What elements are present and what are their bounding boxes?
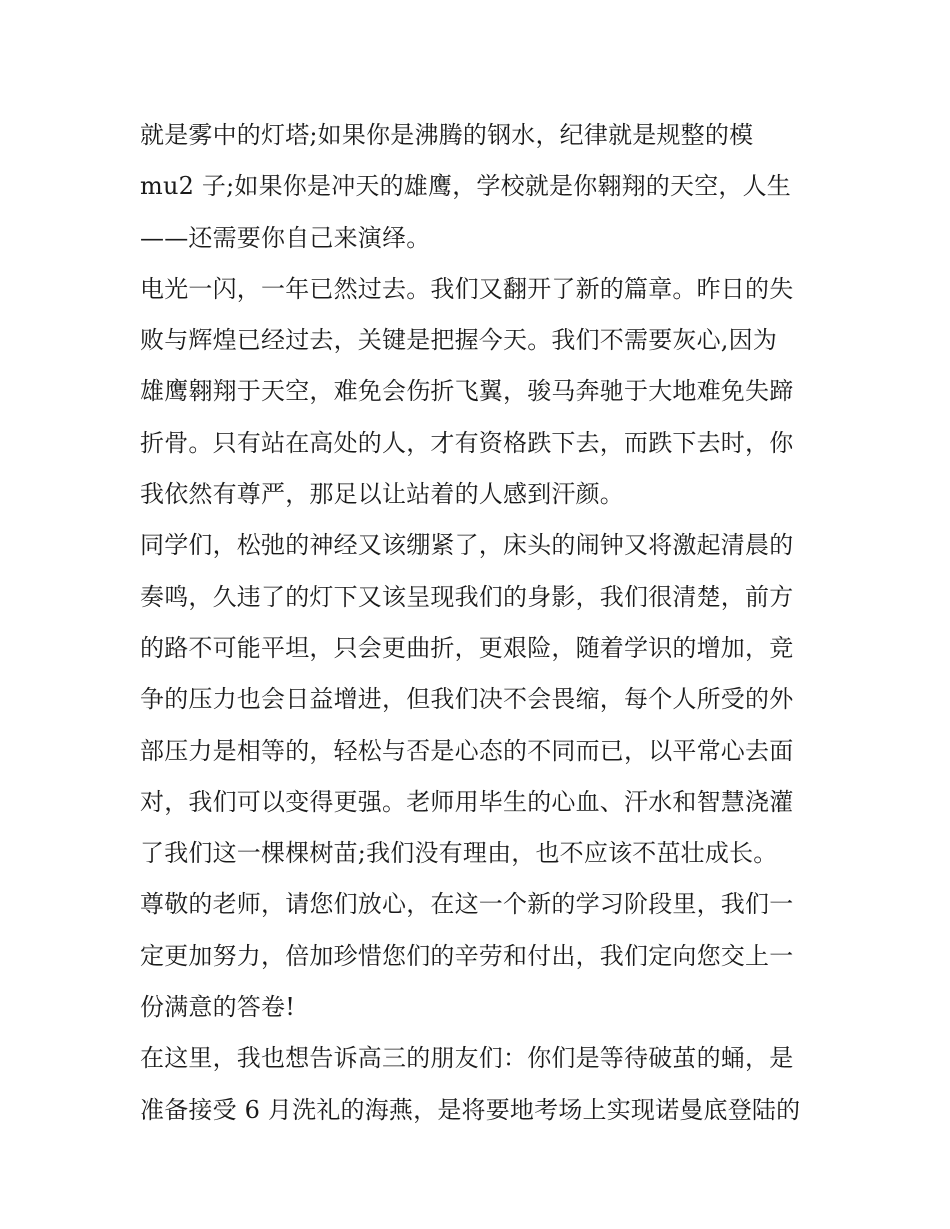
text-line: 部压力是相等的，轻松与否是心态的不同而已，以平常心去面 <box>140 736 794 765</box>
text-line: 折骨。只有站在高处的人，才有资格跌下去，而跌下去时，你 <box>140 428 794 457</box>
text-line: 我依然有尊严，那足以让站着的人感到汗颜。 <box>140 480 624 509</box>
text-line: 就是雾中的灯塔;如果你是沸腾的钢水，纪律就是规整的模 <box>140 121 754 149</box>
text-line: 败与辉煌已经过去，关键是把握今天。我们不需要灰心,因为 <box>140 326 778 355</box>
text-line: 电光一闪，一年已然过去。我们又翻开了新的篇章。昨日的失 <box>140 274 794 303</box>
text-line: 了我们这一棵棵树苗;我们没有理由，也不应该不茁壮成长。 <box>140 839 778 868</box>
text-line: 份满意的答卷! <box>140 993 296 1022</box>
text-line: 尊敬的老师，请您们放心，在这一个新的学习阶段里，我们一 <box>140 890 794 919</box>
text-line: 争的压力也会日益增进，但我们决不会畏缩，每个人所受的外 <box>140 685 794 714</box>
text-line: 定更加努力，倍加珍惜您们的辛劳和付出，我们定向您交上一 <box>140 941 794 970</box>
text-line: 对，我们可以变得更强。老师用毕生的心血、汗水和智慧浇灌 <box>140 787 794 816</box>
document-body <box>140 110 820 1136</box>
text-line: 奏鸣，久违了的灯下又该呈现我们的身影，我们很清楚，前方 <box>140 582 794 611</box>
text-line: 的路不可能平坦，只会更曲折，更艰险，随着学识的增加，竞 <box>140 633 794 662</box>
text-line: 在这里，我也想告诉高三的朋友们：你们是等待破茧的蛹，是 <box>140 1044 794 1073</box>
text-line: 雄鹰翱翔于天空，难免会伤折飞翼，骏马奔驰于大地难免失蹄 <box>140 377 794 406</box>
text-line: ——还需要你自己来演绎。 <box>140 223 431 252</box>
text-line: 准备接受 6 月洗礼的海燕，是将要地考场上实现诺曼底登陆的 <box>140 1095 801 1124</box>
text-line: mu2 子;如果你是冲天的雄鹰，学校就是你翱翔的天空，人生 <box>140 172 791 201</box>
text-line: 同学们，松弛的神经又该绷紧了，床头的闹钟又将激起清晨的 <box>140 531 794 560</box>
